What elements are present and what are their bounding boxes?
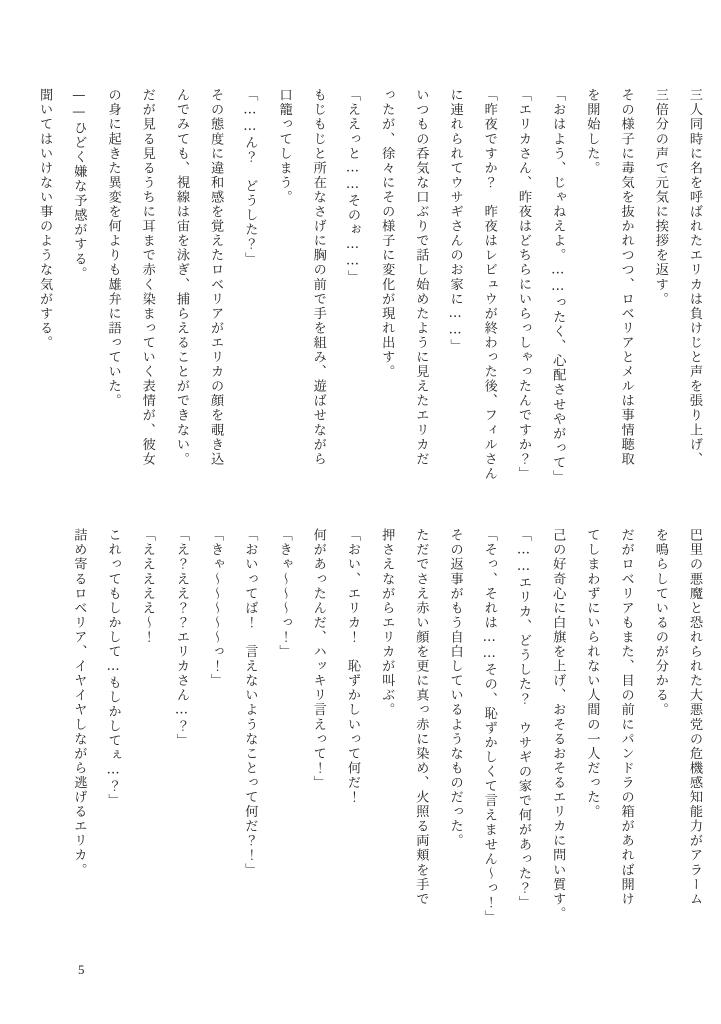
- text-line: 「そっ、それは……その、恥ずかしくて言えません〜っ！」: [481, 528, 497, 925]
- text-line: 押さえながらエリカが叫ぶ。: [379, 528, 395, 718]
- text-line: その返事がもう自白しているようなものだった。: [447, 528, 463, 849]
- text-line: に連れられてウサギさんのお家に……」: [447, 88, 463, 354]
- text-line: もじもじと所在なさげに胸の前で手を組み、遊ばせながら: [310, 88, 326, 467]
- text-line: 口籠ってしまう。: [276, 88, 292, 205]
- text-line: 「ええっと……そのぉ……」: [344, 88, 360, 285]
- text-line: を開始した。: [584, 88, 600, 176]
- text-line: ——ひどく嫌な予感がする。: [71, 88, 87, 281]
- text-line: だが見る見るうちに耳まで赤く染まっていく表情が、彼女: [139, 88, 155, 467]
- text-line: 「……ん？ どうした？」: [242, 88, 258, 267]
- text-line: 詰め寄るロベリア、イヤイヤしながら逃げるエリカ。: [71, 528, 87, 878]
- text-line: その様子に毒気を抜かれつつ、ロベリアとメルは事情聴取: [618, 88, 634, 467]
- text-line: その態度に違和感を覚えたロベリアがエリカの顔を覗き込: [208, 88, 224, 467]
- text-line: 己の好奇心に白旗を上げ、おそるおそるエリカに問い質す。: [550, 528, 566, 921]
- text-line: 三人同時に名を呼ばれたエリカは負けじと声を張り上げ、: [687, 88, 702, 467]
- text-block-upper: [21, 88, 711, 508]
- text-line: 「きゃ〜〜〜〜〜っ！」: [208, 528, 224, 689]
- text-line: 「エリカさん、昨夜はどちらにいらっしゃったんですか？」: [515, 88, 531, 481]
- text-line: んでみても、視線は宙を泳ぎ、捕らえることができない。: [173, 88, 189, 467]
- text-line: 「え？ええ？？エリカさん…？」: [173, 528, 189, 749]
- text-line: 「昨夜ですか？ 昨夜はレビュウが終わった後、フィルさん: [481, 88, 497, 481]
- text-line: ただでさえ赤い顔を更に真っ赤に染め、火照る両頬を手で: [413, 528, 429, 907]
- text-line: 三倍分の声で元気に挨拶を返す。: [652, 88, 668, 307]
- text-line: の身に起きた異変を何よりも雄弁に語っていた。: [105, 88, 121, 409]
- text-line: てしまわずにいられない人間の一人だった。: [584, 528, 600, 819]
- text-line: 「おいってば！ 言えないようなことって何だ？！」: [242, 528, 258, 878]
- page-number: 5: [78, 962, 85, 977]
- text-line: これってもしかして…もしかしてぇ…？」: [105, 528, 121, 809]
- text-line: 「きゃ〜〜〜っ！」: [276, 528, 292, 659]
- text-line: 何があったんだ、ハッキリ言えって！」: [310, 528, 326, 790]
- text-line: だがロベリアもまた、目の前にパンドラの箱があれば開け: [618, 528, 634, 907]
- text-line: 「えええええ〜！: [139, 528, 155, 645]
- text-line: いつもの呑気な口ぶりで話し始めたように見えたエリカだ: [413, 88, 429, 467]
- text-line: 「……エリカ、どうした？ ウサギの家で何があった？」: [515, 528, 531, 910]
- text-line: 巴里の悪魔と恐れられた大悪党の危機感知能力がアラーム: [687, 528, 702, 907]
- text-line: 「おはよう、じゃねえよ。……ったく、心配させやがって」: [550, 88, 566, 485]
- text-line: 「おい、エリカ！ 恥ずかしいって何だ！: [344, 528, 360, 805]
- text-line: を鳴らしているのが分かる。: [652, 528, 668, 718]
- text-block-lower: [21, 528, 711, 948]
- text-line: 聞いてはいけない事のような気がする。: [37, 88, 53, 350]
- text-line: ったが、徐々にその様子に変化が現れ出す。: [379, 88, 395, 379]
